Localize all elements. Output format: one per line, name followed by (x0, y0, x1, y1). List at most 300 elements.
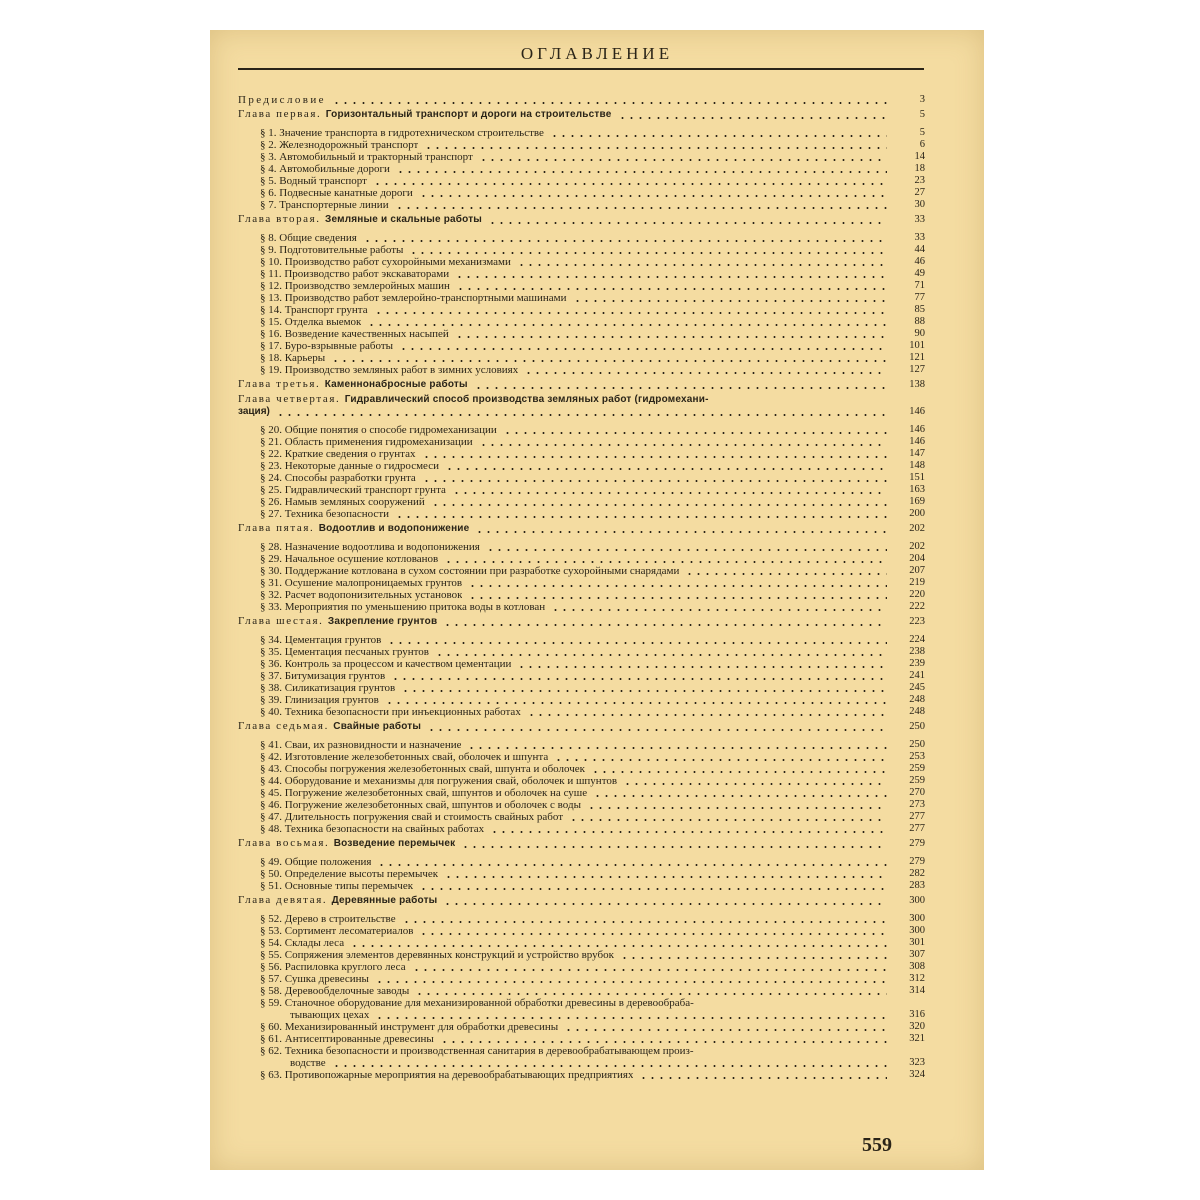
chapter-label (238, 378, 468, 391)
dot-leader (443, 624, 887, 626)
chapter-prefix: Глава восьмая. (238, 837, 330, 849)
section-label: § 47. Длительность погружения свай и стоимость свайных работ (260, 811, 564, 823)
page-number: 33 (914, 214, 925, 225)
section-label: § 37. Битумизация грунтов (260, 670, 386, 682)
section-label: § 17. Буро-взрывные работы (260, 340, 394, 352)
page-number: 90 (914, 328, 925, 339)
page-number: 300 (909, 925, 925, 936)
dot-leader (374, 312, 887, 314)
dot-leader (479, 444, 887, 446)
section-label: § 36. Контроль за процессом и качеством цементации (260, 658, 512, 670)
dot-leader (452, 492, 887, 494)
page-number: 223 (909, 616, 925, 627)
chapter-heading-continuation (238, 406, 925, 418)
dot-leader (387, 642, 887, 644)
toc-section-entry (238, 973, 925, 985)
toc-section-entry (238, 541, 925, 553)
chapter-prefix: Глава первая. (238, 108, 322, 120)
chapter-heading (238, 894, 925, 907)
page-number: 239 (909, 658, 925, 669)
dot-leader (409, 252, 887, 254)
page-number: 14 (914, 151, 925, 162)
page-number: 121 (909, 352, 925, 363)
section-label: § 6. Подвесные канатные дороги (260, 187, 413, 199)
book-page (210, 30, 984, 1170)
toc-section-entry (238, 484, 925, 496)
toc-section-entry (238, 553, 925, 565)
dot-leader (422, 456, 888, 458)
toc-section-entry (238, 937, 925, 949)
page-number: 148 (909, 460, 925, 471)
chapter-label (238, 393, 709, 406)
chapter-prefix: Глава девятая. (238, 894, 328, 906)
dot-leader (503, 432, 887, 434)
dot-leader (551, 609, 887, 611)
dot-leader (373, 183, 887, 185)
dot-leader (573, 300, 887, 302)
dot-leader (455, 336, 887, 338)
toc-section-entry (238, 763, 925, 775)
page-number: 204 (909, 553, 925, 564)
section-label: § 21. Область применения гидромеханизации (260, 436, 473, 448)
page-number: 282 (909, 868, 925, 879)
section-label: § 34. Цементация грунтов (260, 634, 382, 646)
dot-leader (375, 981, 887, 983)
section-label: § 33. Мероприятия по уменьшению притока воды в котлован (260, 601, 546, 613)
toc-section-entry (238, 328, 925, 340)
page-number: 5 (919, 127, 925, 138)
page-number: 207 (909, 565, 925, 576)
toc-section-entry (238, 565, 925, 577)
toc-section-entry (238, 436, 925, 448)
page-number: 238 (909, 646, 925, 657)
page-number: 219 (909, 577, 925, 588)
toc-section-entry (238, 913, 925, 925)
dot-leader (527, 714, 887, 716)
toc-section-entry (238, 823, 925, 835)
page-number: 321 (909, 1033, 925, 1044)
toc-section-entry (238, 868, 925, 880)
chapter-label (238, 108, 612, 121)
toc-section-entry (238, 151, 925, 163)
title-rule (238, 68, 924, 70)
page-number: 146 (909, 406, 925, 417)
section-label: § 9. Подготовительные работы (260, 244, 404, 256)
toc-section-entry (238, 751, 925, 763)
page-number: 301 (909, 937, 925, 948)
section-label: § 60. Механизированный инструмент для обработки древесины (260, 1021, 559, 1033)
section-label: § 38. Силикатизация грунтов (260, 682, 396, 694)
toc-section-entry (238, 811, 925, 823)
chapter-title: Каменнонабросные работы (324, 379, 468, 390)
chapter-prefix: Глава третья. (238, 378, 321, 390)
dot-leader (591, 771, 887, 773)
chapter-heading (238, 213, 925, 226)
chapter-heading (238, 720, 925, 733)
dot-leader (422, 480, 887, 482)
dot-leader (332, 1065, 887, 1067)
toc-section-entry (238, 706, 925, 718)
toc-section-entry (238, 448, 925, 460)
toc-section-entry (238, 496, 925, 508)
page-number: 23 (914, 175, 925, 186)
section-label: § 56. Распиловка круглого леса (260, 961, 406, 973)
chapter-heading (238, 837, 925, 850)
dot-leader (396, 171, 887, 173)
dot-leader (395, 207, 887, 209)
toc-section-entry (238, 589, 925, 601)
dot-leader (431, 504, 887, 506)
chapter-title: Земляные и скальные работы (325, 214, 483, 225)
page-number: 277 (909, 811, 925, 822)
page-number: 270 (909, 787, 925, 798)
toc-section-entry (238, 163, 925, 175)
page-number: 241 (909, 670, 925, 681)
toc-preface (238, 94, 925, 106)
section-label: § 58. Деревообделочные заводы (260, 985, 410, 997)
chapter-title: Горизонтальный транспорт и дороги на строительстве (325, 109, 612, 120)
dot-leader (623, 783, 887, 785)
page-number: 279 (909, 838, 925, 849)
page-number: 245 (909, 682, 925, 693)
page-number: 273 (909, 799, 925, 810)
toc-section-continuation (238, 1057, 925, 1069)
dot-leader (419, 195, 887, 197)
toc-section-entry (238, 670, 925, 682)
dot-leader (444, 561, 887, 563)
section-label: § 57. Сушка древесины (260, 973, 369, 985)
section-label-cont: тывающих цехах (290, 1009, 370, 1021)
dot-leader (276, 414, 887, 416)
page-number: 44 (914, 244, 925, 255)
chapter-label (238, 522, 469, 535)
toc-section-entry (238, 139, 925, 151)
toc-section-entry (238, 925, 925, 937)
page-number: 147 (909, 448, 925, 459)
toc-section-entry (238, 577, 925, 589)
toc-section-entry (238, 268, 925, 280)
toc-section-entry (238, 694, 925, 706)
dot-leader (363, 240, 887, 242)
page-number: 169 (909, 496, 925, 507)
section-label: § 25. Гидравлический транспорт грунта (260, 484, 446, 496)
chapter-title: Закрепление грунтов (327, 616, 438, 627)
toc-section-entry (238, 1069, 925, 1081)
dot-leader (468, 585, 887, 587)
section-label: § 49. Общие положения (260, 856, 372, 868)
dot-leader (620, 957, 887, 959)
section-label: § 4. Автомобильные дороги (260, 163, 390, 175)
chapter-title: Водоотлив и водопонижение (318, 523, 470, 534)
section-label: § 50. Определение высоты перемычек (260, 868, 439, 880)
toc-section-entry (238, 244, 925, 256)
section-label: § 2. Железнодорожный транспорт (260, 139, 419, 151)
dot-leader (490, 831, 887, 833)
dot-leader (367, 324, 887, 326)
dot-leader (475, 531, 887, 533)
dot-leader (424, 147, 887, 149)
section-label-cont: водстве (290, 1057, 326, 1069)
dot-leader (593, 795, 887, 797)
dot-leader (443, 903, 887, 905)
chapter-heading (238, 394, 893, 406)
preface-label: Предисловие (238, 94, 326, 106)
toc-section-entry (238, 949, 925, 961)
section-label: § 52. Дерево в строительстве (260, 913, 396, 925)
toc-section-entry (238, 1045, 893, 1057)
dot-leader (402, 921, 887, 923)
toc-section-entry (238, 739, 925, 751)
chapter-prefix: Глава седьмая. (238, 720, 329, 732)
toc-section-entry (238, 658, 925, 670)
page-number: 71 (914, 280, 925, 291)
dot-leader (618, 117, 888, 119)
chapter-title: Свайные работы (333, 721, 422, 732)
section-label: § 16. Возведение качественных насыпей (260, 328, 449, 340)
section-label: § 1. Значение транспорта в гидротехническом строительстве (260, 127, 544, 139)
dot-leader (401, 690, 887, 692)
page-number: 146 (909, 424, 925, 435)
toc-section-entry (238, 985, 925, 997)
dot-leader (399, 348, 887, 350)
chapter-prefix: Глава пятая. (238, 522, 315, 534)
section-label: § 15. Отделка выемок (260, 316, 362, 328)
page-number: 138 (909, 379, 925, 390)
page-number: 163 (909, 484, 925, 495)
section-label: § 51. Основные типы перемычек (260, 880, 414, 892)
page-number: 279 (909, 856, 925, 867)
page-number: 85 (914, 304, 925, 315)
toc-section-entry (238, 364, 925, 376)
dot-leader (332, 102, 887, 104)
toc-section-entry (238, 508, 925, 520)
dot-leader (467, 747, 887, 749)
page-number: 5 (919, 109, 925, 120)
section-label: § 22. Краткие сведения о грунтах (260, 448, 416, 460)
page-number: 320 (909, 1021, 925, 1032)
dot-leader (486, 549, 887, 551)
dot-leader (468, 597, 887, 599)
section-label: § 40. Техника безопасности при инъекционных работах (260, 706, 521, 718)
section-label: § 8. Общие сведения (260, 232, 357, 244)
toc-section-entry (238, 601, 925, 613)
folio-page-number: 559 (862, 1134, 892, 1156)
dot-leader (474, 387, 887, 389)
toc-section-entry (238, 787, 925, 799)
section-label: § 12. Производство землеройных машин (260, 280, 450, 292)
dot-leader (415, 993, 887, 995)
page-number: 312 (909, 973, 925, 984)
toc-section-entry (238, 682, 925, 694)
page-number: 316 (909, 1009, 925, 1020)
dot-leader (427, 729, 887, 731)
chapter-title: Возведение перемычек (333, 838, 456, 849)
section-label: § 5. Водный транспорт (260, 175, 367, 187)
dot-leader (419, 933, 887, 935)
toc-section-entry (238, 232, 925, 244)
page-number: 202 (909, 523, 925, 534)
dot-leader (331, 360, 887, 362)
section-label: § 23. Некоторые данные о гидросмеси (260, 460, 439, 472)
toc-section-entry (238, 280, 925, 292)
toc-section-entry (238, 199, 925, 211)
section-label: § 29. Начальное осушение котлованов (260, 553, 439, 565)
section-label: § 19. Производство земляных работ в зимних условиях (260, 364, 519, 376)
dot-leader (455, 276, 887, 278)
page-number: 77 (914, 292, 925, 303)
toc-section-entry (238, 472, 925, 484)
section-label: § 11. Производство работ экскаваторами (260, 268, 450, 280)
page-title: ОГЛАВЛЕНИЕ (520, 44, 674, 63)
toc-section-entry (238, 460, 925, 472)
section-label: § 54. Склады леса (260, 937, 345, 949)
section-label: § 3. Автомобильный и тракторный транспорт (260, 151, 473, 163)
section-label: § 53. Сортимент лесоматериалов (260, 925, 414, 937)
section-label: § 59. Станочное оборудование для механизированной обработки древесины в деревообраба- (260, 997, 694, 1009)
dot-leader (564, 1029, 887, 1031)
page-number: 224 (909, 634, 925, 645)
dot-leader (391, 678, 887, 680)
dot-leader (550, 135, 887, 137)
page-number: 146 (909, 436, 925, 447)
page-number: 248 (909, 694, 925, 705)
section-label: § 42. Изготовление железобетонных свай, оболочек и шпунта (260, 751, 549, 763)
page-number: 6 (919, 139, 925, 150)
section-label: § 61. Антисептированные древесины (260, 1033, 434, 1045)
section-label: § 13. Производство работ землеройно-транспортными машинами (260, 292, 567, 304)
section-label: § 30. Поддержание котлована в сухом состоянии при разработке сухоройными снарядами (260, 565, 680, 577)
page-number: 300 (909, 913, 925, 924)
toc-section-entry (238, 292, 925, 304)
page-number: 283 (909, 880, 925, 891)
section-label: § 45. Погружение железобетонных свай, шпунтов и оболочек на суше (260, 787, 588, 799)
section-label: § 44. Оборудование и механизмы для погружения свай, оболочек и шпунтов (260, 775, 618, 787)
page-number: 46 (914, 256, 925, 267)
dot-leader (685, 573, 887, 575)
page-number: 3 (919, 94, 925, 105)
section-label: § 26. Намыв земляных сооружений (260, 496, 425, 508)
section-label: § 14. Транспорт грунта (260, 304, 368, 316)
section-label: § 41. Сваи, их разновидности и назначение (260, 739, 462, 751)
page-number: 250 (909, 739, 925, 750)
dot-leader (350, 945, 887, 947)
chapter-prefix: Глава четвертая. (238, 393, 341, 405)
page-number: 151 (909, 472, 925, 483)
section-label: § 63. Противопожарные мероприятия на деревообрабатывающих предприятиях (260, 1069, 634, 1081)
section-label: § 7. Транспортерные линии (260, 199, 389, 211)
dot-leader (435, 654, 887, 656)
page-number: 250 (909, 721, 925, 732)
section-label: § 18. Карьеры (260, 352, 326, 364)
page-number: 300 (909, 895, 925, 906)
toc-section-entry (238, 304, 925, 316)
page-number: 314 (909, 985, 925, 996)
dot-leader (395, 516, 887, 518)
page-number: 88 (914, 316, 925, 327)
chapter-title: Гидравлический способ производства земляных работ (гидромехани- (344, 394, 709, 405)
page-number: 27 (914, 187, 925, 198)
dot-leader (375, 1017, 887, 1019)
page-number: 307 (909, 949, 925, 960)
toc-section-entry (238, 961, 925, 973)
dot-leader (461, 846, 887, 848)
toc-section-entry (238, 856, 925, 868)
dot-leader (517, 264, 887, 266)
page-number: 324 (909, 1069, 925, 1080)
dot-leader (385, 702, 887, 704)
section-label: § 62. Техника безопасности и производственная санитария в деревообрабатывающем произ- (260, 1045, 694, 1057)
section-label: § 10. Производство работ сухоройными механизмами (260, 256, 511, 268)
chapter-heading (238, 522, 925, 535)
chapter-prefix: Глава шестая. (238, 615, 324, 627)
section-label: § 55. Сопряжения элементов деревянных конструкций и устройство врубок (260, 949, 614, 961)
dot-leader (479, 159, 887, 161)
page-number: 127 (909, 364, 925, 375)
dot-leader (419, 888, 887, 890)
dot-leader (569, 819, 887, 821)
section-label: § 32. Расчет водопонизительных установок (260, 589, 463, 601)
page-number: 259 (909, 763, 925, 774)
page-number: 222 (909, 601, 925, 612)
section-label: § 48. Техника безопасности на свайных работах (260, 823, 485, 835)
toc-section-entry (238, 775, 925, 787)
section-label: § 46. Погружение железобетонных свай, шпунтов и оболочек с воды (260, 799, 581, 811)
section-label: § 24. Способы разработки грунта (260, 472, 416, 484)
toc-section-entry (238, 424, 925, 436)
page-number: 259 (909, 775, 925, 786)
chapter-label (238, 405, 270, 418)
chapter-label (238, 894, 437, 907)
page-number: 101 (909, 340, 925, 351)
dot-leader (554, 759, 887, 761)
toc-section-entry (238, 256, 925, 268)
section-label: § 28. Назначение водоотлива и водопонижения (260, 541, 480, 553)
chapter-heading (238, 615, 925, 628)
chapter-label (238, 615, 437, 628)
section-label: § 43. Способы погружения железобетонных свай, шпунта и оболочек (260, 763, 585, 775)
chapter-heading (238, 108, 925, 121)
page-number: 253 (909, 751, 925, 762)
toc-section-entry (238, 1033, 925, 1045)
page-number: 18 (914, 163, 925, 174)
toc-section-entry (238, 997, 893, 1009)
dot-leader (639, 1077, 887, 1079)
table-of-contents (238, 94, 925, 1081)
dot-leader (517, 666, 887, 668)
page-number: 220 (909, 589, 925, 600)
toc-section-entry (238, 316, 925, 328)
page-number: 308 (909, 961, 925, 972)
toc-section-entry (238, 127, 925, 139)
section-label: § 39. Глинизация грунтов (260, 694, 379, 706)
page-number: 277 (909, 823, 925, 834)
page-number: 49 (914, 268, 925, 279)
section-label: § 35. Цементация песчаных грунтов (260, 646, 429, 658)
toc-section-entry (238, 187, 925, 199)
page-number: 323 (909, 1057, 925, 1068)
toc-section-entry (238, 799, 925, 811)
page-number: 200 (909, 508, 925, 519)
toc-section-entry (238, 352, 925, 364)
dot-leader (488, 222, 887, 224)
section-label: § 31. Осушение малопроницаемых грунтов (260, 577, 463, 589)
dot-leader (377, 864, 887, 866)
page-number: 202 (909, 541, 925, 552)
chapter-heading (238, 378, 925, 391)
toc-section-entry (238, 1021, 925, 1033)
dot-leader (587, 807, 887, 809)
chapter-title: Деревянные работы (331, 895, 438, 906)
